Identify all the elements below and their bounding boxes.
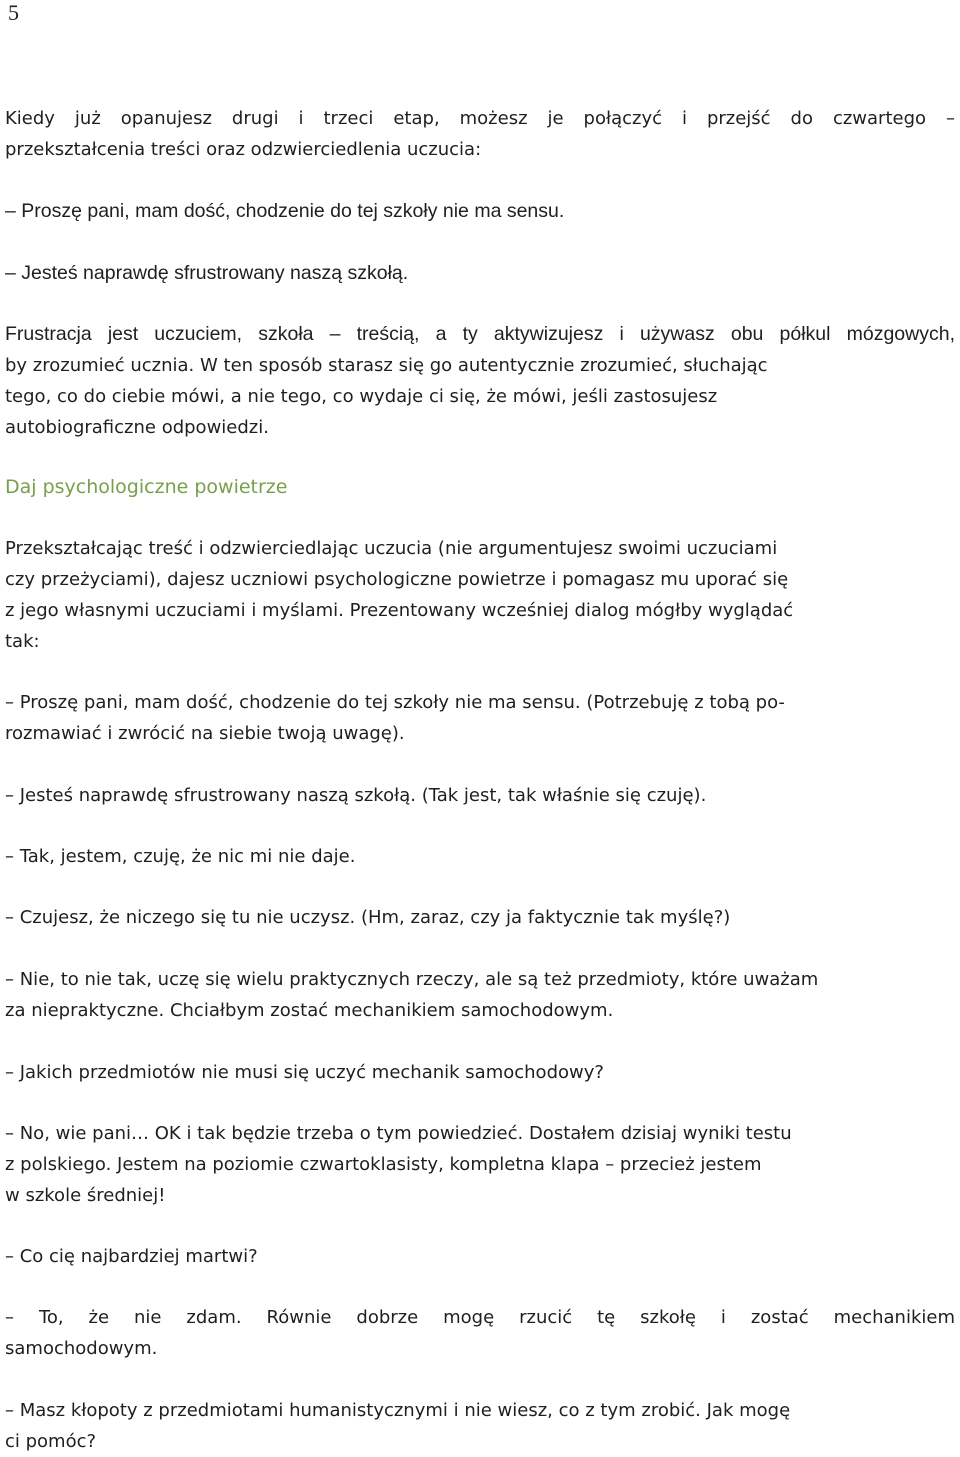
text-line: rozmawiać i zwrócić na siebie twoją uwagę). [5,723,405,744]
text-line: – Masz kłopoty z przedmiotami humanistycznymi i nie wiesz, co z tym zrobić. Jak mogę [5,1400,791,1421]
text-line: – Jakich przedmiotów nie musi się uczyć mechanik samochodowy? [5,1062,604,1083]
text-line: by zrozumieć ucznia. W ten sposób starasz się go autentycznie zrozumieć, słuchając [5,355,768,376]
text-line: Kiedy już opanujesz drugi i trzeci etap, możesz je połączyć i przejść do czwartego – [5,108,955,129]
text-line: – Proszę pani, mam dość, chodzenie do tej szkoły nie ma sensu. [5,200,565,222]
section-heading: Daj psychologiczne powietrze [5,476,288,498]
dialogue-line [5,902,955,933]
text-line: tak: [5,631,40,652]
text-line: z jego własnymi uczuciami i myślami. Prezentowany wcześniej dialog mógłby wyglądać [5,600,794,621]
paragraph-psychological-air [5,533,955,657]
text-line: czy przeżyciami), dajesz uczniowi psychologiczne powietrze i pomagasz mu uporać się [5,569,789,590]
dialogue-line [5,1118,955,1211]
dialogue-line [5,964,955,1026]
text-line: samochodowym. [5,1338,158,1359]
dialogue-line-teacher [5,258,955,289]
page-number: 5 [8,0,19,25]
dialogue-line [5,1241,955,1272]
text-line: – Proszę pani, mam dość, chodzenie do tej szkoły nie ma sensu. (Potrzebuję z tobą po- [5,692,785,713]
text-line: przekształcenia treści oraz odzwierciedlenia uczucia: [5,139,482,160]
dialogue-line [5,1395,955,1457]
text-line: z polskiego. Jestem na poziomie czwartoklasisty, kompletna klapa – przecież jestem [5,1154,762,1175]
dialogue-line [5,1057,955,1088]
text-line: – Tak, jestem, czuję, że nic mi nie daje. [5,846,356,867]
paragraph-intro [5,103,955,165]
text-line: ci pomóc? [5,1431,97,1452]
text-line: – Czujesz, że niczego się tu nie uczysz. (Hm, zaraz, czy ja faktycznie tak myślę?) [5,907,731,928]
text-line: – Jesteś naprawdę sfrustrowany naszą szkołą. (Tak jest, tak właśnie się czuję). [5,785,707,806]
dialogue-line [5,841,955,872]
text-line: – To, że nie zdam. Równie dobrze mogę rzucić tę szkołę i zostać mechanikiem [5,1307,955,1328]
text-line: – No, wie pani… OK i tak będzie trzeba o tym powiedzieć. Dostałem dzisiaj wyniki testu [5,1123,792,1144]
dialogue-line-student [5,196,955,227]
text-line: tego, co do ciebie mówi, a nie tego, co wydaje ci się, że mówi, jeśli zastosujesz [5,386,718,407]
text-line: Przekształcając treść i odzwierciedlając uczucia (nie argumentujesz swoimi uczuciami [5,538,778,559]
text-line: za niepraktyczne. Chciałbym zostać mechanikiem samochodowym. [5,1000,614,1021]
dialogue-line [5,687,955,749]
paragraph-frustration [5,319,955,443]
text-line: – Nie, to nie tak, uczę się wielu praktycznych rzeczy, ale są też przedmioty, które uważam [5,969,819,990]
text-line: autobiograficzne odpowiedzi. [5,417,269,438]
dialogue-line [5,780,955,811]
text-line: Frustracja jest uczuciem, szkoła – treścią, a ty aktywizujesz i używasz obu półkul mózgowych, [5,323,955,345]
text-line: – Co cię najbardziej martwi? [5,1246,258,1267]
dialogue-line [5,1302,955,1364]
text-line: – Jesteś naprawdę sfrustrowany naszą szkołą. [5,262,409,284]
text-line: w szkole średniej! [5,1185,166,1206]
